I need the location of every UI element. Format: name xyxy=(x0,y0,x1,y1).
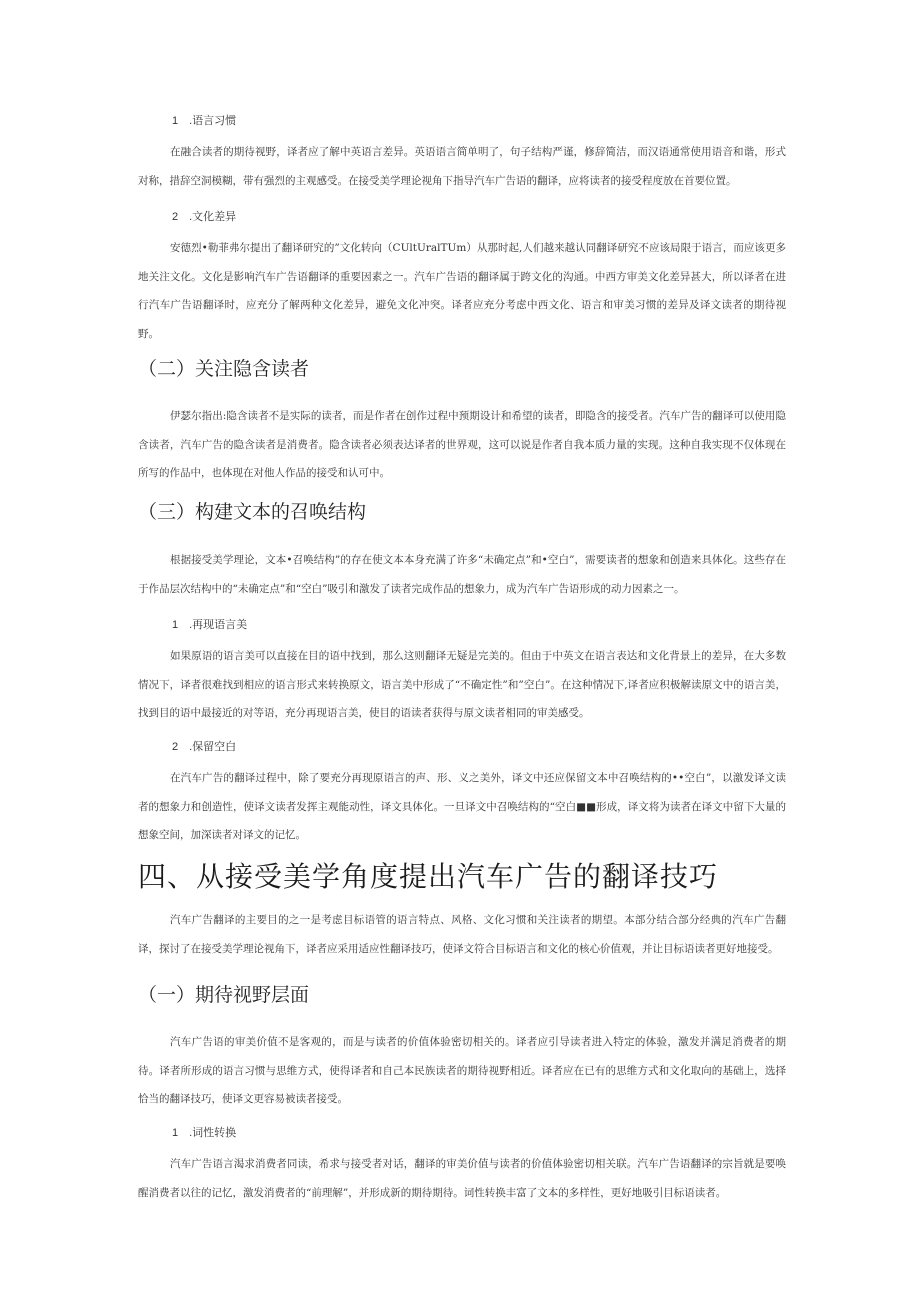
subsection-title: .再现语言美 xyxy=(189,619,248,631)
subsection-heading-language-habits xyxy=(172,112,236,128)
paragraph-cultural-difference: 安德烈•勒菲弗尔提出了翻译研究的”文化转向（CUltUralTUm）从那时起,人们越来越认同翻译研究不应该局限于语言，而应该更多地关注文化。文化是影响汽车广告语翻译的重要因素之一。汽车广告语的翻译属于跨文化的沟通。中西方审美文化差异甚大，所以译者在进行汽车广告语翻译时，应充分了解两种文化差异，避免文化冲突。译者应充分考虑中西文化、语言和审美习惯的差异及译文读者的期待视野。 xyxy=(138,242,786,340)
paragraph-horizon-of-expectation: 汽车广告语的审美价值不是客观的，而是与读者的价值体验密切相关的。译者应引导读者进入特定的体验，激发并满足消费者的期待。译者所形成的语言习惯与思维方式，使得译者和自己本民族读者的期待视野相近。译者应在已有的思维方式和文化取向的基础上，选择恰当的翻译技巧，使译文更容易被读者接受。 xyxy=(138,1036,786,1105)
paragraph-language-habits: 在融合读者的期待视野，译者应了解中英语言差异。英语语言简单明了，句子结构严谨，修辞简洁，而汉语通常使用语音和谐，形式对称，措辞空洞模糊，带有强烈的主观感受。在接受美学理论视角下指导汽车广告语的翻译，应将读者的接受程度放在首要位置。 xyxy=(138,146,786,187)
section-heading-horizon-of-expectation: （一）期待视野层面 xyxy=(138,984,310,1006)
subsection-number: 2 xyxy=(172,741,179,753)
paragraph-appeal-structure: 根据接受美学理论，文本•召唤结构”的存在使文本本身充满了许多“未确定点”和•空白”，需要读者的想象和创造来具体化。这些存在于作品层次结构中的“未确定点”和“空白”吸引和激发了读者完成作品的想象力，成为汽车广告语形成的动力因素之一。 xyxy=(138,554,786,595)
paragraph-implied-reader: 伊瑟尔指出:隐含读者不是实际的读者，而是作者在创作过程中预期设计和希望的读者，即隐含的接受者。汽车广告的翻译可以使用隐含读者，汽车广告的隐含读者是消费者。隐含读者必须表达译者的世界观，这可以说是作者自我本质力量的实现。这种自我实现不仅体现在所写的作品中，也体现在对他人作品的接受和认可中。 xyxy=(138,410,786,479)
subsection-number: 1 xyxy=(172,619,179,631)
paragraph-part-of-speech-conversion: 汽车广告语言渴求消费者同读，希求与接受者对话，翻译的审美价值与读者的价值体验密切相关联。汽车广告语翻译的宗旨就是要唤醒消费者以往的记忆，激发消费者的“前理解”，并形成新的期待期待。词性转换丰富了文本的多样性，更好地吸引目标语读者。 xyxy=(138,1158,786,1199)
paragraph-keep-blank: 在汽车广告的翻译过程中，除了要充分再现原语言的声、形、义之美外，译文中还应保留文本中召唤结构的••空白”，以激发译文读者的想象力和创造性，使译文读者发挥主观能动性，译文具体化。一旦译文中召唤结构的“空白■■形成，译文将为读者在译文中留下大量的想象空间，加深读者对译文的记忆。 xyxy=(138,772,786,841)
subsection-title: .文化差异 xyxy=(189,211,237,223)
subsection-title: .保留空白 xyxy=(189,741,237,753)
subsection-number: 2 xyxy=(172,211,179,223)
subsection-title: .语言习惯 xyxy=(189,115,237,127)
subsection-number: 1 xyxy=(172,115,179,127)
section-heading-appeal-structure: （三）构建文本的召唤结构 xyxy=(138,501,367,523)
subsection-heading-cultural-difference xyxy=(172,208,236,224)
subsection-heading-part-of-speech-conversion xyxy=(172,1124,236,1140)
subsection-number: 1 xyxy=(172,1127,179,1139)
paragraph-language-beauty: 如果原语的语言美可以直接在目的语中找到，那么这则翻译无疑是完美的。但由于中英文在语言表达和文化背景上的差异，在大多数情况下，译者很难找到相应的语言形式来转换原文，语言美中形成了“不确定性”和”空白”。在这种情况下,译者应积极解读原文中的语言美，找到目的语中最接近的对等语，充分再现语言美，使目的语读者获得与原文读者相同的审美感受。 xyxy=(138,650,786,719)
paragraph-translation-techniques: 汽车广告翻译的主要目的之一是考虑目标语管的语言特点、风格、文化习惯和关注读者的期望。本部分结合部分经典的汽车广告翻译，探讨了在接受美学理论视角下，译者应采用适应性翻译技巧，使译文符合目标语言和文化的核心价值观，并让目标语读者更好地接受。 xyxy=(138,914,786,955)
subsection-title: .词性转换 xyxy=(189,1127,237,1139)
subsection-heading-language-beauty xyxy=(172,616,247,632)
subsection-heading-keep-blank xyxy=(172,738,236,754)
section-heading-implied-reader: （二）关注隐含读者 xyxy=(138,358,310,380)
chapter-heading-translation-techniques: 四、从接受美学角度提出汽车广告的翻译技巧 xyxy=(138,860,719,893)
